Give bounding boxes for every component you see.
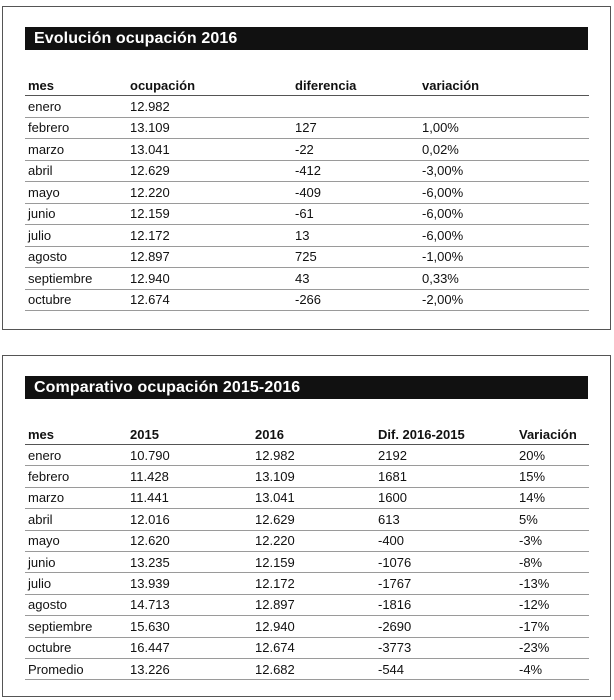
cell-dif: -1076 [375, 551, 516, 572]
cell-variacion: 0,33% [419, 268, 589, 290]
table-row [25, 551, 589, 572]
cell-dif: -1816 [375, 594, 516, 615]
table-row [25, 289, 589, 311]
cell-mes: abril [25, 509, 127, 530]
cell-2015: 13.939 [127, 573, 252, 594]
cell-variacion: -4% [516, 658, 589, 679]
table-row [25, 445, 589, 466]
occupancy-comparison-table [25, 424, 589, 680]
cell-diferencia: -409 [292, 182, 419, 204]
cell-2015: 12.016 [127, 509, 252, 530]
cell-mes: septiembre [25, 616, 127, 637]
cell-diferencia: -266 [292, 289, 419, 311]
cell-2016: 12.982 [252, 445, 375, 466]
cell-variacion: -23% [516, 637, 589, 658]
cell-variacion [419, 96, 589, 118]
cell-2015: 15.630 [127, 616, 252, 637]
table-row [25, 616, 589, 637]
cell-mes: octubre [25, 637, 127, 658]
col-header-2016: 2016 [252, 424, 375, 445]
occupancy-comparison-title: Comparativo ocupación 2015-2016 [25, 376, 588, 399]
table-row [25, 225, 589, 247]
cell-diferencia: 127 [292, 117, 419, 139]
cell-dif: 613 [375, 509, 516, 530]
cell-dif: -1767 [375, 573, 516, 594]
cell-variacion: -6,00% [419, 203, 589, 225]
cell-mes: marzo [25, 139, 127, 161]
cell-variacion: 1,00% [419, 117, 589, 139]
cell-diferencia: -22 [292, 139, 419, 161]
cell-2015: 16.447 [127, 637, 252, 658]
cell-variacion: -8% [516, 551, 589, 572]
cell-2015: 11.428 [127, 466, 252, 487]
cell-variacion: 15% [516, 466, 589, 487]
cell-2015: 12.620 [127, 530, 252, 551]
table-row [25, 466, 589, 487]
cell-2016: 12.220 [252, 530, 375, 551]
cell-mes: junio [25, 203, 127, 225]
cell-ocupacion: 12.897 [127, 246, 292, 268]
table-row [25, 509, 589, 530]
table-row [25, 182, 589, 204]
cell-diferencia: 43 [292, 268, 419, 290]
cell-variacion: -2,00% [419, 289, 589, 311]
cell-variacion: -6,00% [419, 182, 589, 204]
cell-mes: mayo [25, 530, 127, 551]
cell-mes: febrero [25, 117, 127, 139]
cell-2016: 12.159 [252, 551, 375, 572]
col-header-dif: Dif. 2016-2015 [375, 424, 516, 445]
cell-dif: -400 [375, 530, 516, 551]
occupancy-comparison-rows [25, 445, 589, 680]
table-row [25, 268, 589, 290]
cell-ocupacion: 12.220 [127, 182, 292, 204]
cell-ocupacion: 12.940 [127, 268, 292, 290]
cell-variacion: 20% [516, 445, 589, 466]
cell-ocupacion: 12.172 [127, 225, 292, 247]
col-header-2015: 2015 [127, 424, 252, 445]
cell-ocupacion: 13.041 [127, 139, 292, 161]
col-header-ocupacion: ocupación [127, 75, 292, 96]
col-header-variacion: Variación [516, 424, 589, 445]
cell-mes: mayo [25, 182, 127, 204]
table-row [25, 246, 589, 268]
cell-diferencia: 13 [292, 225, 419, 247]
cell-mes: julio [25, 225, 127, 247]
cell-mes: Promedio [25, 658, 127, 679]
table-row [25, 203, 589, 225]
cell-diferencia: 725 [292, 246, 419, 268]
table-row [25, 117, 589, 139]
occupancy-evolution-table [25, 75, 589, 311]
cell-ocupacion: 12.159 [127, 203, 292, 225]
cell-2016: 13.041 [252, 487, 375, 508]
cell-mes: julio [25, 573, 127, 594]
col-header-variacion: variación [419, 75, 589, 96]
cell-2015: 13.235 [127, 551, 252, 572]
table-row [25, 594, 589, 615]
table-row [25, 637, 589, 658]
cell-2016: 12.674 [252, 637, 375, 658]
cell-2016: 12.682 [252, 658, 375, 679]
occupancy-evolution-title: Evolución ocupación 2016 [25, 27, 588, 50]
cell-2016: 13.109 [252, 466, 375, 487]
cell-mes: agosto [25, 246, 127, 268]
occupancy-evolution-rows [25, 96, 589, 311]
table-row [25, 160, 589, 182]
cell-mes: marzo [25, 487, 127, 508]
occupancy-comparison-panel [2, 355, 611, 697]
cell-2015: 14.713 [127, 594, 252, 615]
cell-ocupacion: 12.982 [127, 96, 292, 118]
col-header-diferencia: diferencia [292, 75, 419, 96]
cell-mes: febrero [25, 466, 127, 487]
table-row [25, 487, 589, 508]
cell-mes: enero [25, 445, 127, 466]
cell-variacion: 14% [516, 487, 589, 508]
cell-variacion: -3,00% [419, 160, 589, 182]
table-header-row [25, 75, 589, 96]
cell-dif: -2690 [375, 616, 516, 637]
occupancy-evolution-panel [2, 6, 611, 330]
cell-2015: 11.441 [127, 487, 252, 508]
cell-mes: enero [25, 96, 127, 118]
cell-2016: 12.940 [252, 616, 375, 637]
cell-variacion: -1,00% [419, 246, 589, 268]
col-header-mes: mes [25, 424, 127, 445]
table-row [25, 96, 589, 118]
cell-variacion: -6,00% [419, 225, 589, 247]
cell-2016: 12.897 [252, 594, 375, 615]
cell-ocupacion: 12.674 [127, 289, 292, 311]
cell-dif: -3773 [375, 637, 516, 658]
col-header-mes: mes [25, 75, 127, 96]
table-row [25, 530, 589, 551]
cell-2015: 10.790 [127, 445, 252, 466]
cell-mes: abril [25, 160, 127, 182]
cell-dif: 1600 [375, 487, 516, 508]
cell-ocupacion: 12.629 [127, 160, 292, 182]
cell-2016: 12.629 [252, 509, 375, 530]
cell-variacion: -3% [516, 530, 589, 551]
cell-mes: octubre [25, 289, 127, 311]
cell-2015: 13.226 [127, 658, 252, 679]
cell-variacion: 5% [516, 509, 589, 530]
table-row [25, 658, 589, 679]
cell-variacion: -13% [516, 573, 589, 594]
cell-mes: agosto [25, 594, 127, 615]
table-header-row [25, 424, 589, 445]
table-row [25, 139, 589, 161]
cell-diferencia: -412 [292, 160, 419, 182]
cell-dif: 1681 [375, 466, 516, 487]
cell-2016: 12.172 [252, 573, 375, 594]
cell-mes: septiembre [25, 268, 127, 290]
cell-variacion: -17% [516, 616, 589, 637]
cell-diferencia: -61 [292, 203, 419, 225]
cell-variacion: -12% [516, 594, 589, 615]
cell-dif: 2192 [375, 445, 516, 466]
cell-variacion: 0,02% [419, 139, 589, 161]
cell-dif: -544 [375, 658, 516, 679]
table-row [25, 573, 589, 594]
cell-mes: junio [25, 551, 127, 572]
cell-ocupacion: 13.109 [127, 117, 292, 139]
cell-diferencia [292, 96, 419, 118]
